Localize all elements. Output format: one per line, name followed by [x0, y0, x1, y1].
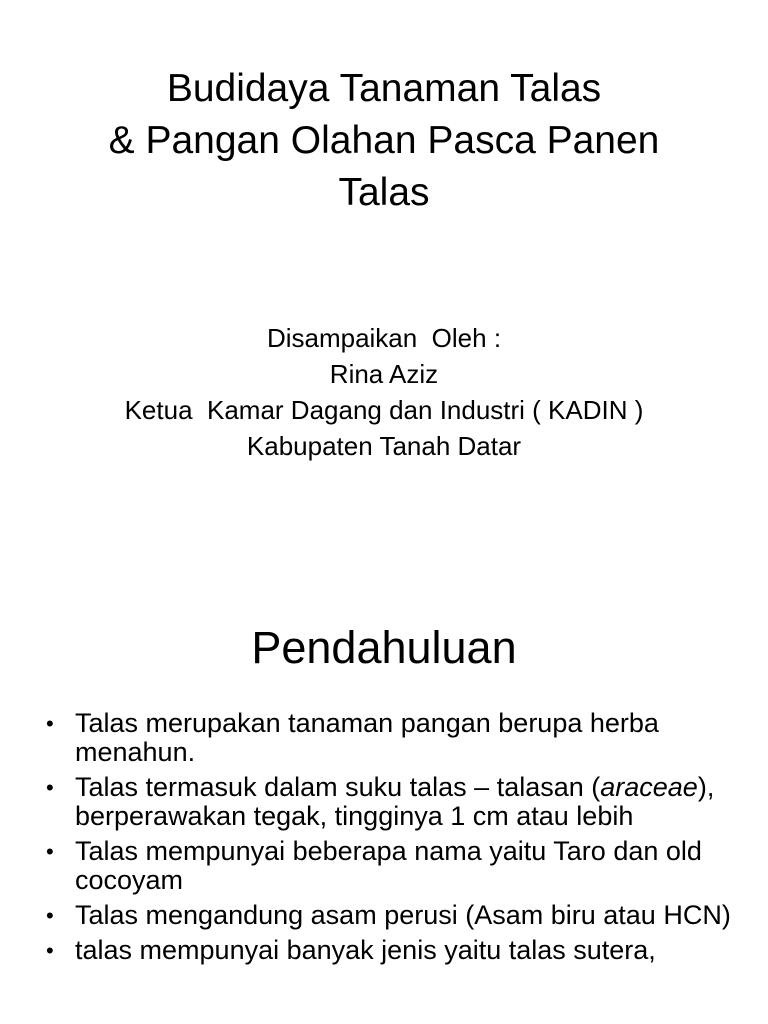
bullet-text-italic: araceae — [600, 772, 698, 802]
bullet-text-before: Talas termasuk dalam suku talas – talasan ( — [75, 772, 601, 802]
bullet-text: talas mempunyai banyak jenis yaitu talas sutera, — [75, 935, 656, 965]
title-line-3: Talas — [338, 171, 430, 214]
bullet-item — [46, 936, 746, 965]
bullet-icon: • — [46, 711, 54, 736]
bullet-text: Talas merupakan tanaman pangan berupa herba menahun. — [75, 708, 659, 767]
slide-title — [0, 63, 768, 219]
bullet-item — [46, 901, 746, 930]
title-line-2: & Pangan Olahan Pasca Panen — [108, 119, 660, 162]
presenter-info — [0, 320, 768, 464]
bullet-icon: • — [46, 839, 54, 864]
bullet-icon: • — [46, 775, 54, 800]
bullet-text: Talas mengandung asam perusi (Asam biru atau HCN) — [75, 900, 731, 930]
bullet-item — [46, 709, 746, 767]
bullet-icon: • — [46, 903, 54, 928]
bullet-item — [46, 837, 746, 895]
bullet-item — [46, 773, 746, 831]
section-heading: Pendahuluan — [251, 622, 517, 673]
presenter-position: Ketua Kamar Dagang dan Industri ( KADIN ) — [124, 395, 644, 425]
bullet-list — [46, 709, 746, 971]
bullet-icon: • — [46, 938, 54, 963]
presenter-name: Rina Aziz — [329, 359, 439, 389]
title-line-1: Budidaya Tanaman Talas — [166, 67, 602, 110]
presenter-region: Kabupaten Tanah Datar — [246, 431, 522, 461]
bullet-text: Talas mempunyai beberapa nama yaitu Taro dan old cocoyam — [75, 836, 702, 895]
presenter-intro: Disampaikan Oleh : — [266, 323, 502, 353]
bullet-text-after: ), berperawakan tegak, tingginya 1 cm atau lebih — [75, 772, 715, 831]
